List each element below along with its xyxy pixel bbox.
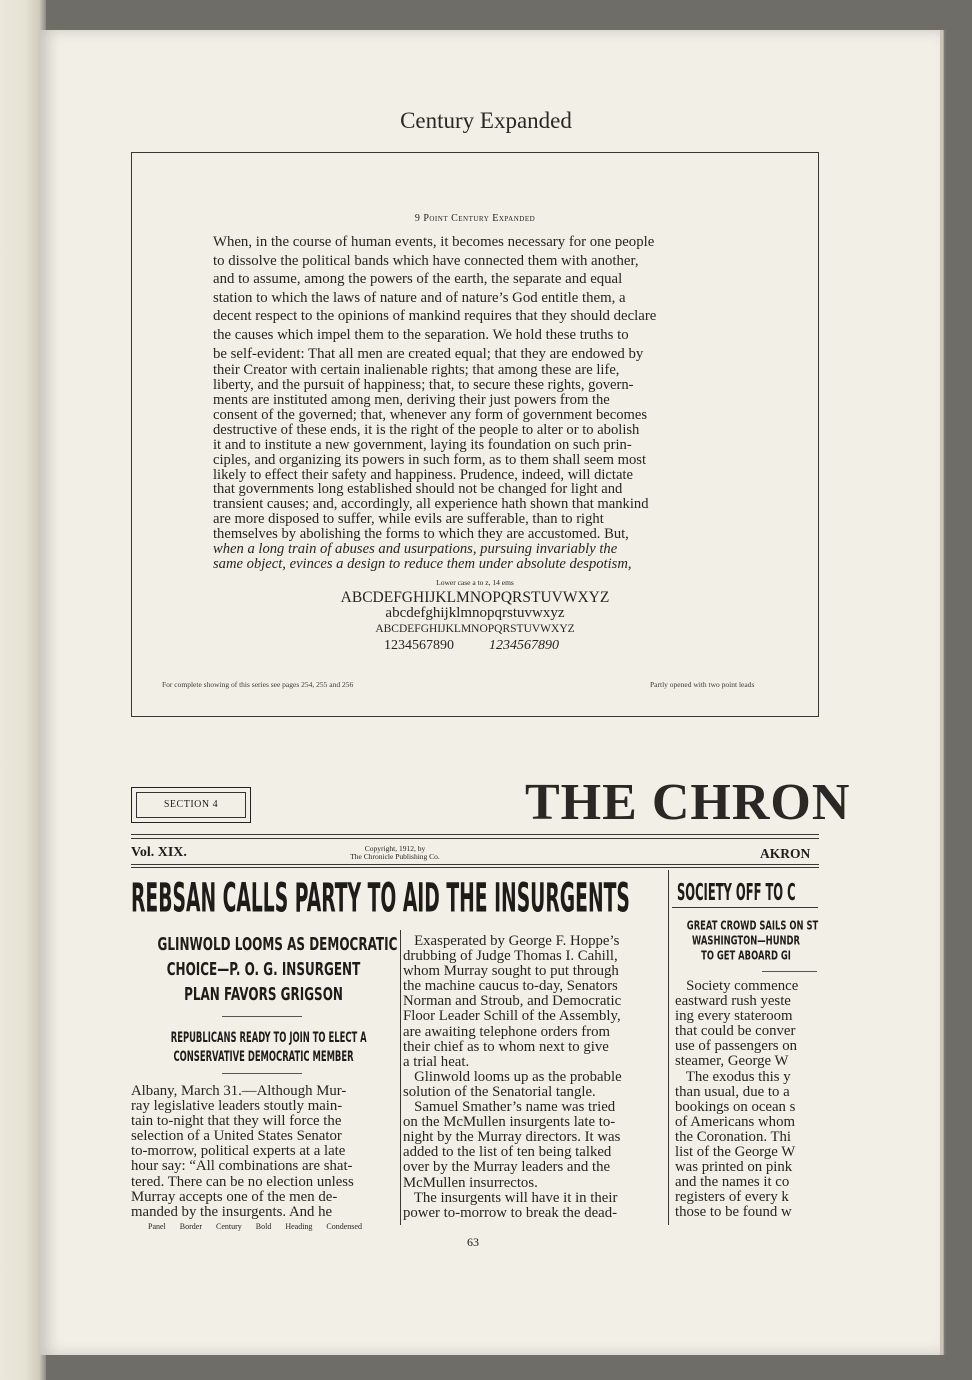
specimen-line: consent of the governed; that, whenever any form of government becomes	[213, 407, 648, 423]
article-line: Floor Leader Schill of the Assembly,	[403, 1009, 621, 1025]
page-title: Century Expanded	[400, 108, 572, 133]
specimen-italic-paragraph	[213, 542, 739, 572]
uppercase-alphabet: ABCDEFGHIJKLMNOPQRSTUVWXYZ	[340, 589, 610, 606]
specimen-line: destructive of these ends, it is the right of the people to alter or to abolish	[213, 422, 640, 438]
article-line: that could be conver	[675, 1024, 796, 1040]
specimen-line: station to which the laws of nature and of nature’s God entitle them, a	[213, 289, 626, 306]
specimen-leaded-paragraph	[213, 233, 739, 363]
specimen-line: ciples, and organizing its powers in such form, as to them shall seem most	[213, 452, 647, 468]
copyright-notice	[330, 845, 460, 861]
article-line: tered. There can be no election unless	[131, 1174, 354, 1190]
specimen-line: transient causes; and, accordingly, all experience hath shown that mankind	[213, 497, 649, 513]
column-3-subhead	[672, 919, 820, 962]
article-line: steamer, George W	[675, 1054, 789, 1070]
article-line: a trial heat.	[403, 1054, 470, 1070]
article-line: solution of the Senatorial tangle.	[403, 1084, 596, 1100]
specimen-line: it and to institute a new government, laying its foundation on such prin-	[213, 437, 632, 453]
article-line: bookings on ocean s	[675, 1099, 796, 1115]
article-column-2	[403, 934, 665, 1221]
specimen-line: likely to effect their safety and happiness. Prudence, indeed, will dictate	[213, 467, 633, 483]
article-line: the machine caucus to-day, Senators	[403, 979, 618, 995]
column-3-subhead-line: TO GET ABOARD GI	[701, 949, 791, 963]
column-3-subhead-line: GREAT CROWD SAILS ON ST	[686, 919, 819, 933]
subhead-divider	[222, 1073, 302, 1074]
specimen-solid-paragraph	[213, 363, 739, 542]
article-line: use of passengers on	[675, 1039, 798, 1055]
article-line: Norman and Stroub, and Democratic	[403, 994, 622, 1010]
dateline-rule-second	[131, 867, 819, 868]
article-line: tain to-night that they will force the	[131, 1114, 342, 1130]
article-line: are awaiting telephone orders from	[403, 1024, 611, 1040]
specimen-footer-labels: Panel Border Century Bold Heading Condensed	[148, 1222, 362, 1231]
roman-figures: 1234567890	[384, 638, 454, 653]
subhead-1	[131, 932, 396, 1003]
article-line: Albany, March 31.—Although Mur-	[131, 1084, 347, 1099]
specimen-line: to dissolve the political bands which have connected them with another,	[213, 252, 639, 269]
italic-figures: 1234567890	[489, 638, 559, 653]
column-3-subhead-line: WASHINGTON—HUNDR	[692, 934, 800, 948]
subhead-1-line: GLINWOLD LOOMS AS DEMOCRATIC	[157, 933, 398, 955]
specimen-line: When, in the course of human events, it becomes necessary for one people	[213, 234, 655, 250]
article-line: to-morrow, political experts at a late	[131, 1144, 346, 1160]
copyright-line-2: The Chronicle Publishing Co.	[350, 852, 440, 861]
specimen-line: themselves by abolishing the forms to which they are accustomed. But,	[213, 527, 629, 543]
column-3-rule	[672, 907, 818, 908]
specimen-line: the causes which impel them to the separation. We hold these truths to	[213, 326, 629, 343]
specimen-text	[213, 233, 739, 572]
article-line: than usual, due to a	[675, 1084, 790, 1100]
page-number: 63	[467, 1235, 479, 1249]
masthead-rule-second	[131, 838, 819, 839]
specimen-line: same object, evinces a design to reduce them under absolute despotism,	[213, 556, 632, 572]
specimen-line: when a long train of abuses and usurpations, pursuing invariably the	[213, 542, 618, 557]
article-line: power to-morrow to break the dead-	[403, 1205, 618, 1221]
copyright-line-1: Copyright, 1912, by	[364, 844, 426, 853]
article-line: drubbing of Judge Thomas I. Cahill,	[403, 949, 618, 965]
lowercase-alphabet: abcdefghijklmnopqrstuvwxyz	[385, 605, 565, 621]
specimen-line: that governments long established should not be changed for light and	[213, 482, 623, 498]
article-line: Exasperated by George F. Hoppe’s	[403, 934, 620, 949]
subhead-2-line: CONSERVATIVE DEMOCRATIC MEMBER	[173, 1048, 354, 1065]
article-line: Samuel Smather’s name was tried	[403, 1100, 616, 1116]
specimen-line: ments are instituted among men, deriving their just powers from the	[213, 392, 610, 408]
column-3-divider	[762, 971, 817, 972]
article-line: The exodus this y	[675, 1069, 791, 1085]
article-line: McMullen insurrectos.	[403, 1175, 538, 1191]
specimen-line: be self-evident: That all men are created equal; that they are endowed by	[213, 345, 644, 362]
specimen-heading: 9 Point Century Expanded	[414, 213, 536, 224]
article-line: over by the Murray leaders and the	[403, 1160, 611, 1176]
article-line: was printed on pink	[675, 1160, 793, 1176]
article-line: manded by the insurgents. And he	[131, 1204, 333, 1220]
article-line: added to the list of ten being talked	[403, 1145, 612, 1161]
dateline-rule	[131, 864, 819, 865]
volume-label: Vol. XIX.	[131, 845, 187, 860]
footnote-right: Partly opened with two point leads	[650, 680, 755, 689]
main-headline: REBSAN CALLS PARTY TO AID THE INSURGENTS	[131, 876, 630, 923]
specimen-line: their Creator with certain inalienable rights; that among these are life,	[213, 363, 620, 379]
article-line: ing every stateroom	[675, 1009, 793, 1025]
article-column-1	[131, 1084, 393, 1220]
article-line: those to be found w	[675, 1205, 792, 1221]
specimen-line: are more disposed to suffer, while evils are sufferable, than to right	[213, 512, 604, 528]
newspaper-masthead: THE CHRON	[525, 774, 851, 831]
article-line: ray legislative leaders stoutly main-	[131, 1099, 343, 1115]
column-3-headline: SOCIETY OFF TO C	[677, 878, 796, 906]
article-line: Society commence	[675, 979, 799, 994]
specimen-line: and to assume, among the powers of the earth, the separate and equal	[213, 271, 623, 288]
specimen-line: liberty, and the pursuit of happiness; that, to secure these rights, govern-	[213, 378, 634, 393]
section-label: SECTION 4	[163, 799, 219, 810]
article-line: The insurgents will have it in their	[403, 1190, 618, 1206]
masthead-rule-top	[131, 834, 819, 835]
column-rule-right	[668, 870, 669, 1225]
specimen-line: decent respect to the opinions of mankind requires that they should declare	[213, 308, 657, 325]
lowercase-note: Lower case a to z, 14 ems	[436, 578, 514, 587]
article-line: hour say: “All combinations are shat-	[131, 1159, 353, 1175]
article-line: their chief as to whom next to give	[403, 1039, 609, 1055]
subhead-1-line: PLAN FAVORS GRIGSON	[184, 983, 343, 1005]
footnote-left: For complete showing of this series see pages 254, 255 and 256	[162, 680, 354, 689]
article-line: Murray accepts one of the men de-	[131, 1189, 338, 1205]
article-column-3	[675, 979, 821, 1221]
section-label-box	[131, 787, 251, 823]
article-line: registers of every k	[675, 1190, 789, 1206]
article-line: the Coronation. Thi	[675, 1129, 792, 1145]
article-line: of Americans whom	[675, 1114, 795, 1130]
article-line: on the McMullen insurgents late to-	[403, 1115, 616, 1131]
small-caps-alphabet: ABCDEFGHIJKLMNOPQRSTUVWXYZ	[375, 623, 575, 635]
subhead-2	[131, 1028, 396, 1063]
subhead-2-line: REPUBLICANS READY TO JOIN TO ELECT A	[170, 1029, 367, 1046]
column-rule-left	[400, 930, 401, 1225]
article-line: Glinwold looms up as the probable	[403, 1069, 622, 1085]
article-line: selection of a United States Senator	[131, 1129, 342, 1145]
article-line: list of the George W	[675, 1145, 796, 1161]
subhead-divider	[222, 1016, 302, 1017]
subhead-1-line: CHOICE—P. O. G. INSURGENT	[166, 958, 361, 980]
article-line: night by the Murray directors. It was	[403, 1130, 621, 1146]
city-label: AKRON	[760, 846, 811, 861]
article-line: whom Murray sought to put through	[403, 964, 619, 980]
article-line: eastward rush yeste	[675, 994, 791, 1010]
article-line: and the names it co	[675, 1175, 790, 1191]
